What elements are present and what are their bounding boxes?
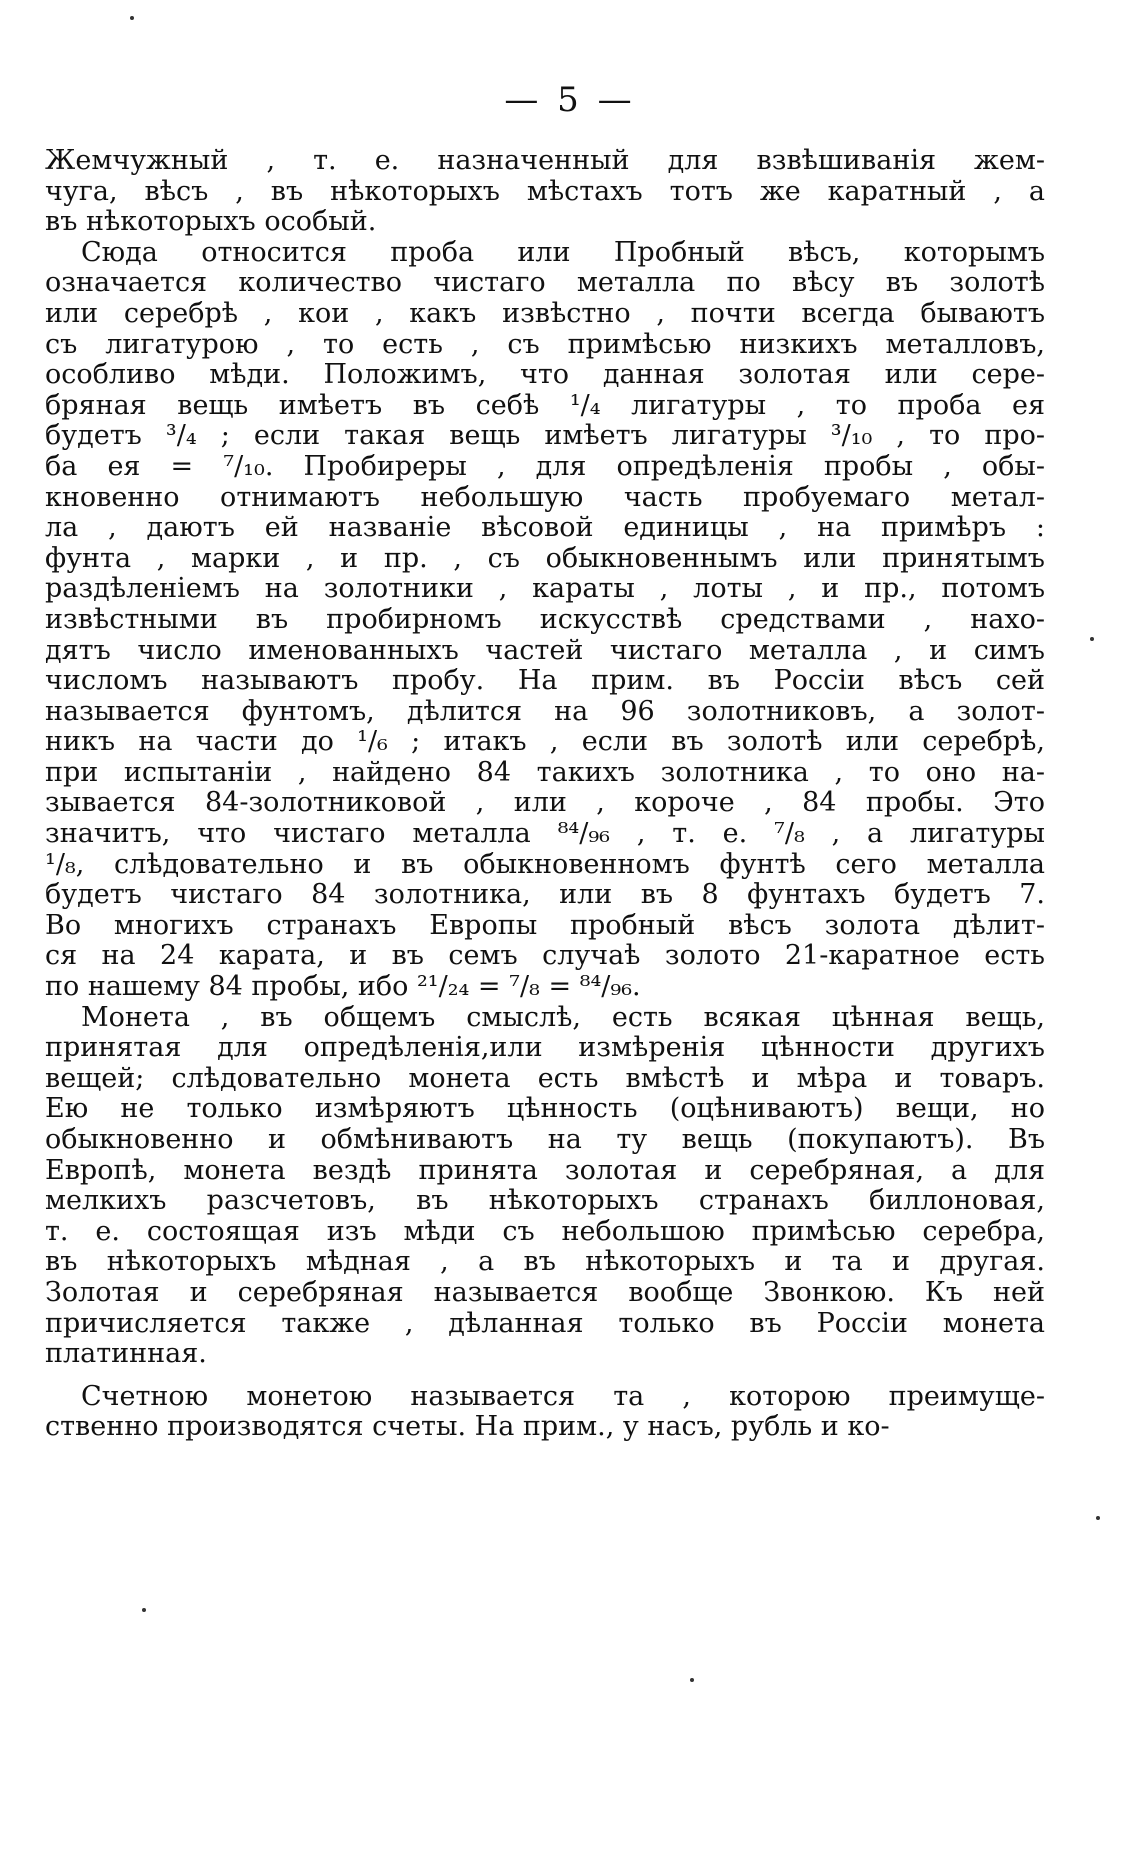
text-line: Счетною монетою называется та , которою преимуще- <box>81 1380 1045 1412</box>
text-line: кновенно отнимаютъ небольшую часть пробуемаго метал- <box>45 481 1045 513</box>
text-line: вещей; слѣдовательно монета есть вмѣстѣ и мѣра и товаръ. <box>45 1062 1045 1094</box>
text-line: будетъ ³/₄ ; если такая вещь имѣетъ лигатуры ³/₁₀ , то про- <box>45 420 1045 452</box>
text-line: ла , даютъ ей названіе вѣсовой единицы , на примѣръ : <box>45 512 1045 544</box>
text-line: дятъ число именованныхъ частей чистаго металла , и симъ <box>45 634 1045 666</box>
text-line: при испытаніи , найдено 84 такихъ золотника , то оно на- <box>45 756 1045 788</box>
text-line: въ нѣкоторыхъ мѣдная , а въ нѣкоторыхъ и та и другая. <box>45 1246 1045 1278</box>
text-line: бряная вещь имѣетъ въ себѣ ¹/₄ лигатуры , то проба ея <box>45 389 1045 421</box>
text-line: Золотая и серебряная называется вообще Звонкою. Къ ней <box>45 1276 1045 1308</box>
text-line: платинная. <box>45 1338 207 1370</box>
text-line: ба ея = ⁷/₁₀. Пробиреры , для опредѣленія пробы , обы- <box>45 450 1045 482</box>
text-line: принятая для опредѣленія,или измѣренія цѣнности другихъ <box>45 1032 1045 1064</box>
print-speck <box>690 1678 694 1682</box>
body-text <box>45 146 1045 1443</box>
text-line: будетъ чистаго 84 золотника, или въ 8 фунтахъ будетъ 7. <box>45 879 1045 911</box>
text-line: фунта , марки , и пр. , съ обыкновеннымъ или принятымъ <box>45 542 1045 574</box>
text-line: Европѣ, монета вездѣ принята золотая и серебряная, а для <box>45 1154 1045 1186</box>
text-line: означается количество чистаго металла по вѣсу въ золотѣ <box>45 267 1045 299</box>
text-line: числомъ называютъ пробу. На прим. въ Россіи вѣсъ сей <box>45 665 1045 697</box>
text-line: ся на 24 карата, и въ семъ случаѣ золото 21-каратное есть <box>45 940 1045 972</box>
text-line: Ею не только измѣряютъ цѣнность (оцѣниваютъ) вещи, но <box>45 1093 1045 1125</box>
text-line: Жемчужный , т. е. назначенный для взвѣшиванія жем- <box>45 145 1045 176</box>
text-line: называется фунтомъ, дѣлится на 96 золотниковъ, а золот- <box>45 695 1045 727</box>
text-line: съ лигатурою , то есть , съ примѣсью низкихъ металловъ, <box>45 328 1045 360</box>
text-line: значитъ, что чистаго металла ⁸⁴/₉₆ , т. е. ⁷/₈ , а лигатуры <box>45 818 1045 850</box>
text-line: ственно производятся счеты. На прим., у насъ, рубль и ко- <box>45 1411 890 1443</box>
text-line: или серебрѣ , кои , какъ извѣстно , почти всегда бываютъ <box>45 297 1045 329</box>
text-line: Во многихъ странахъ Европы пробный вѣсъ золота дѣлит- <box>45 909 1045 941</box>
text-line: по нашему 84 пробы, ибо ²¹/₂₄ = ⁷/₈ = ⁸⁴/₉₆. <box>45 971 641 1003</box>
text-line: обыкновенно и обмѣниваютъ на ту вещь (покупаютъ). Въ <box>45 1124 1045 1155</box>
text-line: чуга, вѣсъ , въ нѣкоторыхъ мѣстахъ тотъ же каратный , а <box>45 175 1045 207</box>
paragraph <box>45 146 1045 238</box>
text-line: никъ на части до ¹/₆ ; итакъ , если въ золотѣ или серебрѣ, <box>45 726 1045 758</box>
text-line: раздѣленіемъ на золотники , караты , лоты , и пр., потомъ <box>45 573 1045 605</box>
text-line: причисляется также , дѣланная только въ Россіи монета <box>45 1307 1045 1339</box>
print-speck <box>130 16 134 20</box>
print-speck <box>142 1608 146 1612</box>
text-line: Сюда относится проба или Пробный вѣсъ, которымъ <box>81 236 1045 268</box>
text-line: особливо мѣди. Положимъ, что данная золотая или сере- <box>45 359 1045 391</box>
print-speck <box>1096 1516 1100 1520</box>
text-line: Монета , въ общемъ смыслѣ, есть всякая цѣнная вещь, <box>81 1001 1045 1033</box>
text-line: извѣстными въ пробирномъ искусствѣ средствами , нахо- <box>45 603 1045 635</box>
text-line: мелкихъ разсчетовъ, въ нѣкоторыхъ странахъ биллоновая, <box>45 1185 1045 1217</box>
text-line: ¹/₈, слѣдовательно и въ обыкновенномъ фунтѣ сего металла <box>45 848 1045 880</box>
paragraph <box>45 238 1045 1003</box>
text-line: т. е. состоящая изъ мѣди съ небольшою примѣсью серебра, <box>45 1215 1045 1247</box>
paragraph <box>45 1003 1045 1370</box>
paragraph <box>45 1382 1045 1443</box>
page-number: — 5 — <box>504 80 636 120</box>
text-line: зывается 84-золотниковой , или , короче , 84 пробы. Это <box>45 787 1045 819</box>
text-line: въ нѣкоторыхъ особый. <box>45 206 377 238</box>
print-speck <box>1090 637 1094 641</box>
